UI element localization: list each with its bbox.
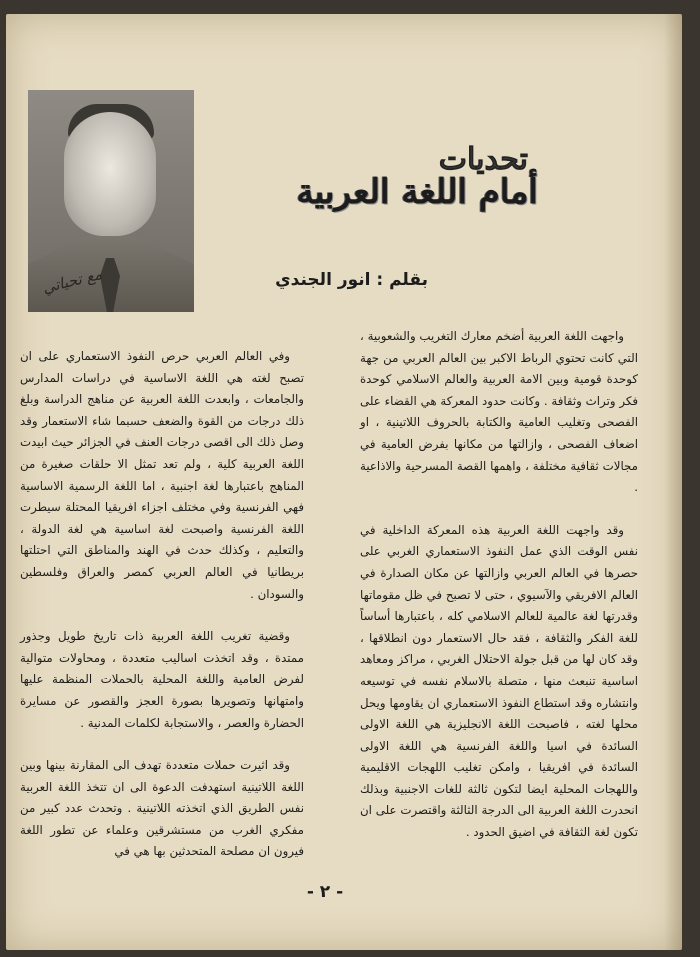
left-text-column	[20, 346, 304, 884]
author-photo	[28, 90, 194, 312]
magazine-page	[6, 14, 682, 950]
article-title	[256, 142, 546, 228]
paragraph: وقضية تغريب اللغة العربية ذات تاريخ طويل وجذور ممتدة ، وقد اتخذت اساليب متعددة ، ومحاولات متوالية لفرض العامية واللغة المحلية بالحملات المنظمة عليها وامتهانها وتصويرها بصورة العجز والقصور عن مسايرة الحضارة والعصر ، والاستجابة لكلمات المدنية .	[20, 629, 304, 730]
title-line-1: تحديات	[438, 142, 528, 177]
right-text-column	[360, 326, 638, 865]
paragraph: وقد واجهت اللغة العربية هذه المعركة الداخلية في نفس الوقت الذي عمل النفوذ الاستعماري الغربي على حصرها في العالم العربي وازالتها عن مكان الصدارة في العالم الافريقي والآسيوي ، حتى لا تصبح في ظل مقوماتها وقدرتها لغة عالمية للعالم الاسلامي كله ، باعتبارها أساساً للغة الفكر والثقافة ، فقد حال الاستعمار دون انطلاقها ، وقد كان لها من قبل جولة الاحتلال الغربي ، مراكز ومعاهد اساسية تنبعث منها ، متصلة بالاسلام نفسه في توسيعه وانتشاره وقد استطاع النفوذ الاستعماري ان يقاومها ويحل محلها لغته ، فاصبحت اللغة الانجليزية هي اللغة الاولى السائدة في اسيا واللغة الفرنسية هي اللغة الاولى السائدة في افريقيا ، وامكن تغليب اللهجات الاقليمية واللهجات المحلية ايضا لتكون ثالثة للغات الاجنبية وبذلك انحدرت اللغة العربية الى الدرجة الثالثة واقتصرت على ان تكون لغة الثقافة في اضيق الحدود .	[360, 522, 638, 840]
paragraph: واجهت اللغة العربية أضخم معارك التغريب والشعوبية ، التي كانت تحتوي الرباط الاكبر بين العالم العربي من جهة كوحدة قومية وبين الامة العربية والعالم الاسلامي كوحدة فكر وتراث وثقافة . وكانت حدود المعركة هي القضاء على الفصحى وتغليب العامية والكتابة بالحروف اللاتينية ، او اضعاف الفصحى ، وازالتها من مكانها بفرض العامية في مجالات ثقافية مختلفة ، واهمها القصة المسرحية والاذاعية .	[360, 329, 638, 495]
photo-signature: مع تحياتي	[40, 264, 104, 298]
page-number: - ٢ -	[306, 882, 344, 902]
page-edge-shadow	[664, 14, 682, 950]
author-byline: بقلم : انور الجندي	[275, 270, 428, 290]
photo-face	[64, 112, 156, 236]
paragraph: وقد اثيرت حملات متعددة تهدف الى المقارنة بينها وبين اللغة اللاتينية استهدفت الدعوة الى ان تتخذ اللغة العربية نفس الطريق الذي اتخذته اللاتينية . وتحدث عدد كبير من مفكري الغرب من مستشرقين وعلماء عن تطور اللغة فيرون ان مصلحة المتحدثين بها هي في	[20, 758, 304, 859]
title-line-2: أمام اللغة العربية	[296, 172, 538, 212]
paragraph: وفي العالم العربي حرص النفوذ الاستعماري على ان تصبح لغته هي اللغة الاساسية في دراسات المدارس والجامعات ، وابعدت اللغة العربية عن مناهج الدراسة وبلغ ذلك درجات من القوة والضعف حسبما شاء الاستعمار وقد وصل ذلك الى اقصى درجات العنف في الجزائر حيث ابيدت اللغة العربية كلية ، ولم تعد تمثل الا حلقات صغيرة من المناهج باعتبارها لغة اجنبية ، اما اللغة الرسمية الاساسية فهي الفرنسية وفي مختلف اجزاء افريقيا المحتلة سيطرت اللغة الفرنسية واصبحت لغة اساسية هي لغة الدولة ، والتعليم ، وكذلك حدث في الهند والمناطق التي احتلتها بريطانيا في العالم العربي كمصر والعراق وفلسطين والسودان .	[20, 349, 304, 601]
